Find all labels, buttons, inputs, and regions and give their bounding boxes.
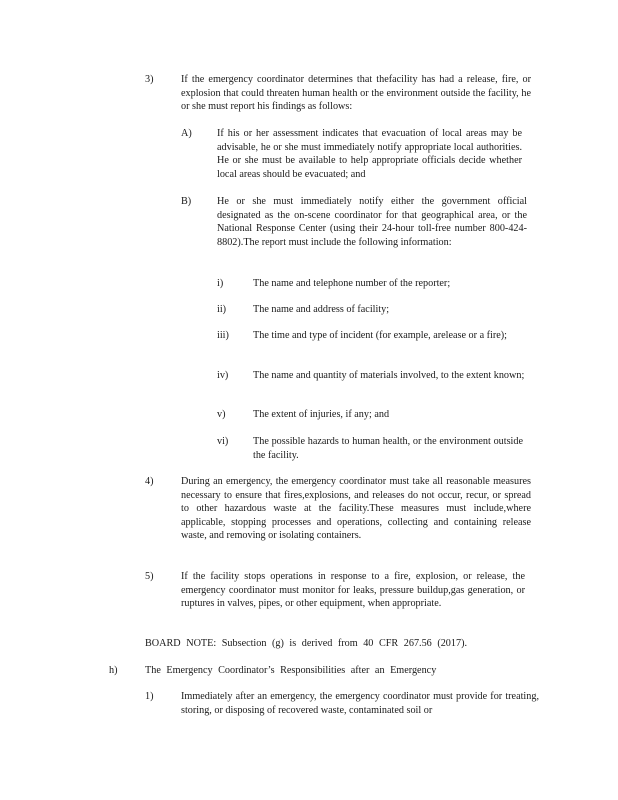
- item-text: The name and address of facility;: [253, 304, 390, 315]
- item-text: If his or her assessment indicates that evacuation of local areas may be advisable, he or she must immediately notify appropriate local authorities. He or she must be available to help appropriate officials decide whether local areas should be evacuated; and: [217, 128, 522, 180]
- board-note: BOARD NOTE: Subsection (g) is derived from 40 CFR 267.56 (2017).: [145, 638, 468, 649]
- item-text: Immediately after an emergency, the emergency coordinator must provide for treating, storing, or disposing of recovered waste, contaminated soil or: [181, 691, 539, 716]
- item-number: B): [181, 196, 192, 207]
- item-text: During an emergency, the emergency coordinator must take all reasonable measures necessary to ensure that fires,explosions, and releases do not occur, recur, or spread to other hazardous waste at the facility.These measures must include,where applicable, stopping processes and operations, collecting and containing release waste, and removing or isolating containers.: [181, 476, 531, 542]
- item-text: The name and telephone number of the reporter;: [253, 278, 451, 289]
- item-text: The time and type of incident (for example, arelease or a fire);: [253, 330, 508, 341]
- item-number: 3): [145, 74, 154, 85]
- item-number: 1): [145, 691, 154, 702]
- item-number: iv): [217, 370, 229, 381]
- item-text: If the facility stops operations in response to a fire, explosion, or release, the emergency coordinator must monitor for leaks, pressure buildup,gas generation, or ruptures in valves, pipes, or other equipment, when appropriate.: [181, 571, 525, 610]
- item-number: vi): [217, 436, 229, 447]
- section-heading: The Emergency Coordinator’s Responsibilities after an Emergency: [145, 665, 437, 676]
- section-number: h): [109, 665, 118, 676]
- item-text: He or she must immediately notify either the government official designated as the on-scene coordinator for that geographical area, or the National Response Center (using their 24-hour toll-free number 800-424-8802).The report must include the following information:: [217, 196, 527, 248]
- item-number: i): [217, 278, 224, 289]
- item-text: The possible hazards to human health, or the environment outside the facility.: [253, 436, 523, 461]
- item-text: If the emergency coordinator determines that thefacility has had a release, fire, or explosion that could threaten human health or the environment outside the facility, he or she must report his findings as follows:: [181, 74, 531, 113]
- item-text: The name and quantity of materials involved, to the extent known;: [253, 370, 525, 381]
- item-number: 5): [145, 571, 154, 582]
- item-number: 4): [145, 476, 154, 487]
- item-number: ii): [217, 304, 227, 315]
- item-number: A): [181, 128, 192, 139]
- item-number: v): [217, 409, 226, 420]
- item-number: iii): [217, 330, 229, 341]
- item-text: The extent of injuries, if any; and: [253, 409, 390, 420]
